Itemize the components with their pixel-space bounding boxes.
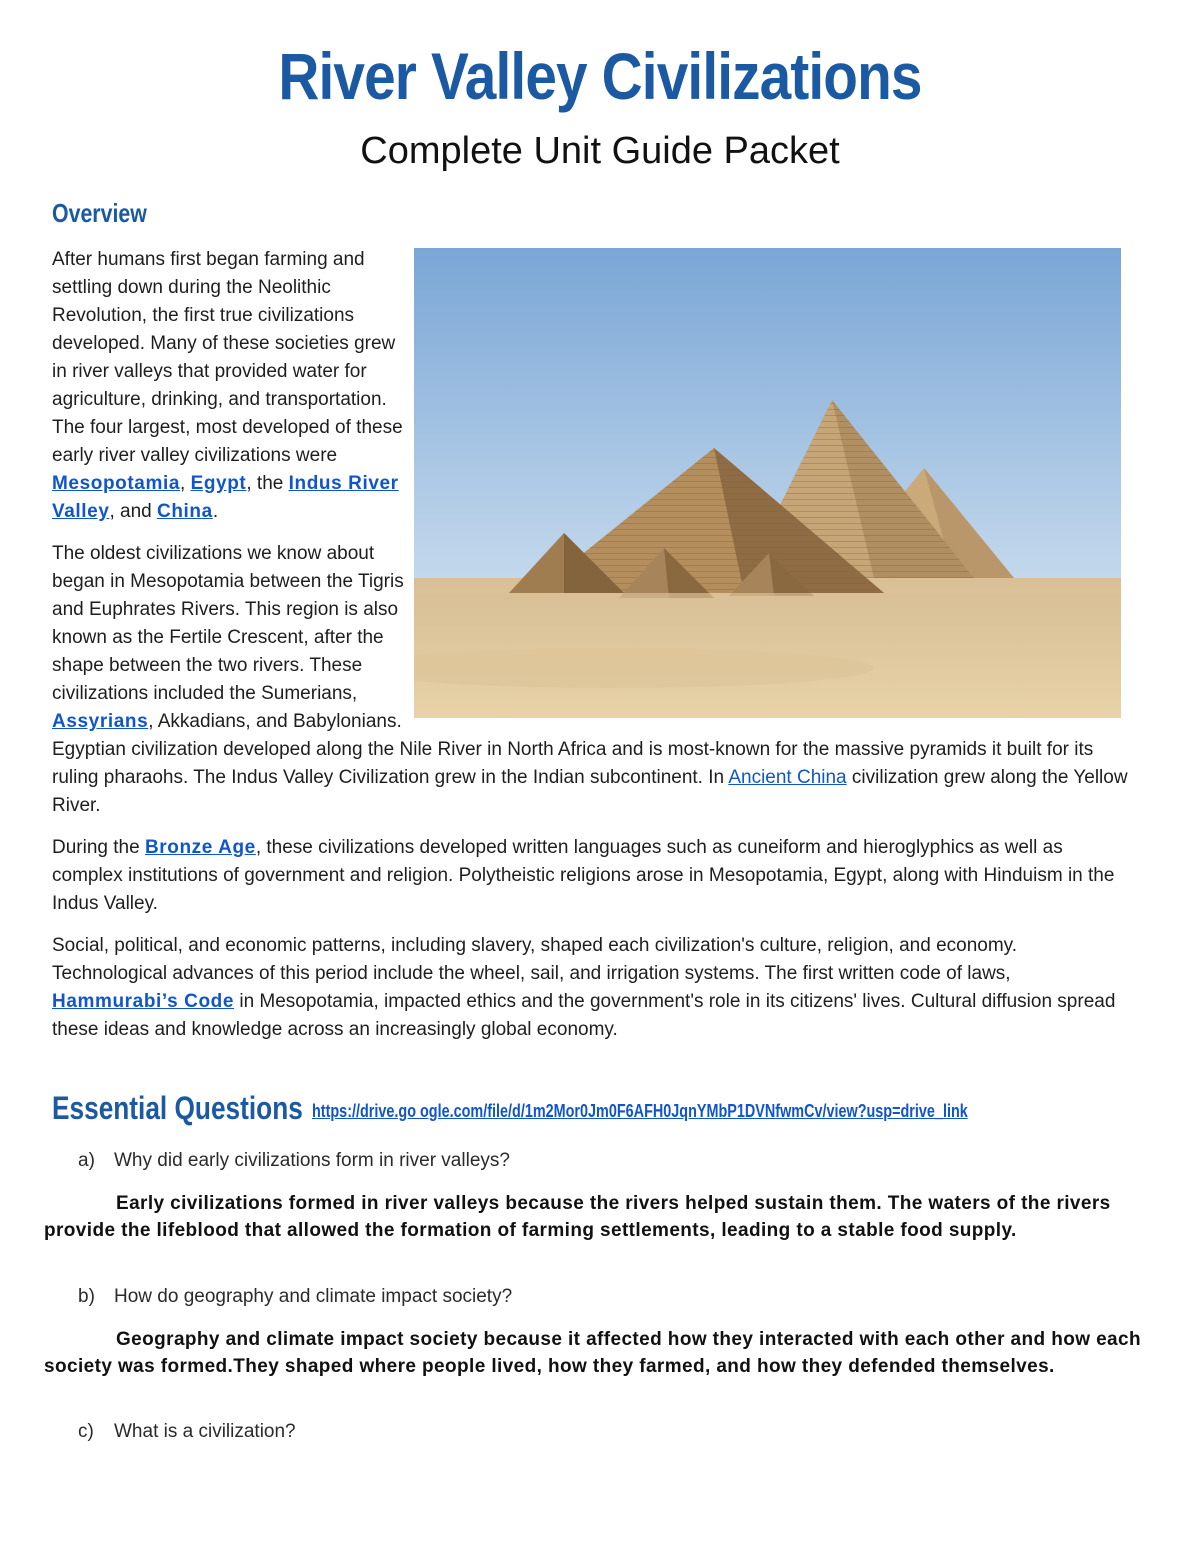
essential-questions-link[interactable]: https://drive.go ogle.com/file/d/1m2Mor0Jm0F6AFH0JqnYMbP1DVNfwmCv/view?usp=drive_link (312, 1101, 969, 1121)
p1-sep: , and (109, 501, 158, 522)
link-hammurabis-code[interactable]: Hammurabi’s Code (52, 991, 235, 1012)
essential-questions-header (52, 1090, 1132, 1127)
p1-end: . (212, 501, 219, 522)
link-china[interactable]: China (157, 501, 213, 522)
overview-paragraph-4 (52, 932, 1132, 1044)
p1-sep: , the (246, 473, 289, 494)
p2-text: , Akkadians, and Babylonians. Egyptian civilization developed along the Nile River in North Africa and is most-known for the massive pyramids it built for its ruling pharaohs. The Indus Valley Civilization grew in the Indian subcontinent. In (52, 711, 1094, 788)
link-assyrians[interactable]: Assyrians (52, 711, 149, 732)
overview-heading: Overview (52, 198, 147, 228)
question-text: Why did early civilizations form in river valleys? (114, 1150, 510, 1171)
question-b (78, 1286, 512, 1308)
p4-text: Social, political, and economic patterns, including slavery, shaped each civilization's culture, religion, and economy. Technological advances of this period include the wheel, sail, and irrigation systems. The first written code of laws, (52, 935, 1018, 984)
p3-text: During the (52, 837, 145, 858)
link-indus-river-valley[interactable]: Indus River Valley (52, 473, 399, 522)
link-egypt[interactable]: Egypt (190, 473, 247, 494)
p4-text: in Mesopotamia, impacted ethics and the government's role in its citizens' lives. Cultural diffusion spread these ideas and knowledge across an increasingly global economy. (52, 991, 1116, 1040)
link-mesopotamia[interactable]: Mesopotamia (52, 473, 181, 494)
p1-sep: , (180, 473, 191, 494)
p2-text: civilization grew along the Yellow River. (52, 767, 1128, 816)
overview-paragraph-3 (52, 834, 1132, 918)
essential-questions-heading: Essential Questions (52, 1090, 303, 1126)
link-bronze-age[interactable]: Bronze Age (144, 837, 256, 858)
question-c (78, 1421, 296, 1443)
question-text: What is a civilization? (114, 1421, 296, 1442)
overview-text (52, 246, 1132, 1058)
answer-a: Early civilizations formed in river valleys because the rivers helped sustain them. The waters of the rivers provide the lifeblood that allowed the formation of farming settlements, leading to a stable food supply. (44, 1193, 1111, 1241)
image-wrap-spacer (412, 246, 1132, 728)
p3-text: , these civilizations developed written languages such as cuneiform and hieroglyphics as well as complex institutions of government and religion. Polytheistic religions arose in Mesopotamia, Egypt, along with Hinduism in the Indus Valley. (52, 837, 1115, 914)
question-text: How do geography and climate impact society? (114, 1286, 513, 1307)
p2-text: The oldest civilizations we know about began in Mesopotamia between the Tigris and Euphrates Rivers. This region is also known as the Fertile Crescent, after the shape between the two rivers. These civilizations included the Sumerians, (52, 543, 404, 704)
page-subtitle: Complete Unit Guide Packet (360, 130, 840, 172)
question-label: a) (78, 1150, 95, 1171)
answer-b: Geography and climate impact society because it affected how they interacted with each other and how each society was formed.They shaped where people lived, how they farmed, and how they defended themselves. (44, 1329, 1141, 1377)
question-label: c) (78, 1421, 94, 1442)
link-ancient-china[interactable]: Ancient China (728, 767, 847, 788)
question-label: b) (78, 1286, 95, 1307)
question-a (78, 1150, 510, 1172)
page-title: River Valley Civilizations (278, 39, 922, 113)
p1-text: After humans first began farming and settling down during the Neolithic Revolution, the first true civilizations developed. Many of these societies grew in river valleys that provided water for agriculture, drinking, and transportation. The four largest, most developed of these early river valley civilizations were (52, 249, 403, 466)
